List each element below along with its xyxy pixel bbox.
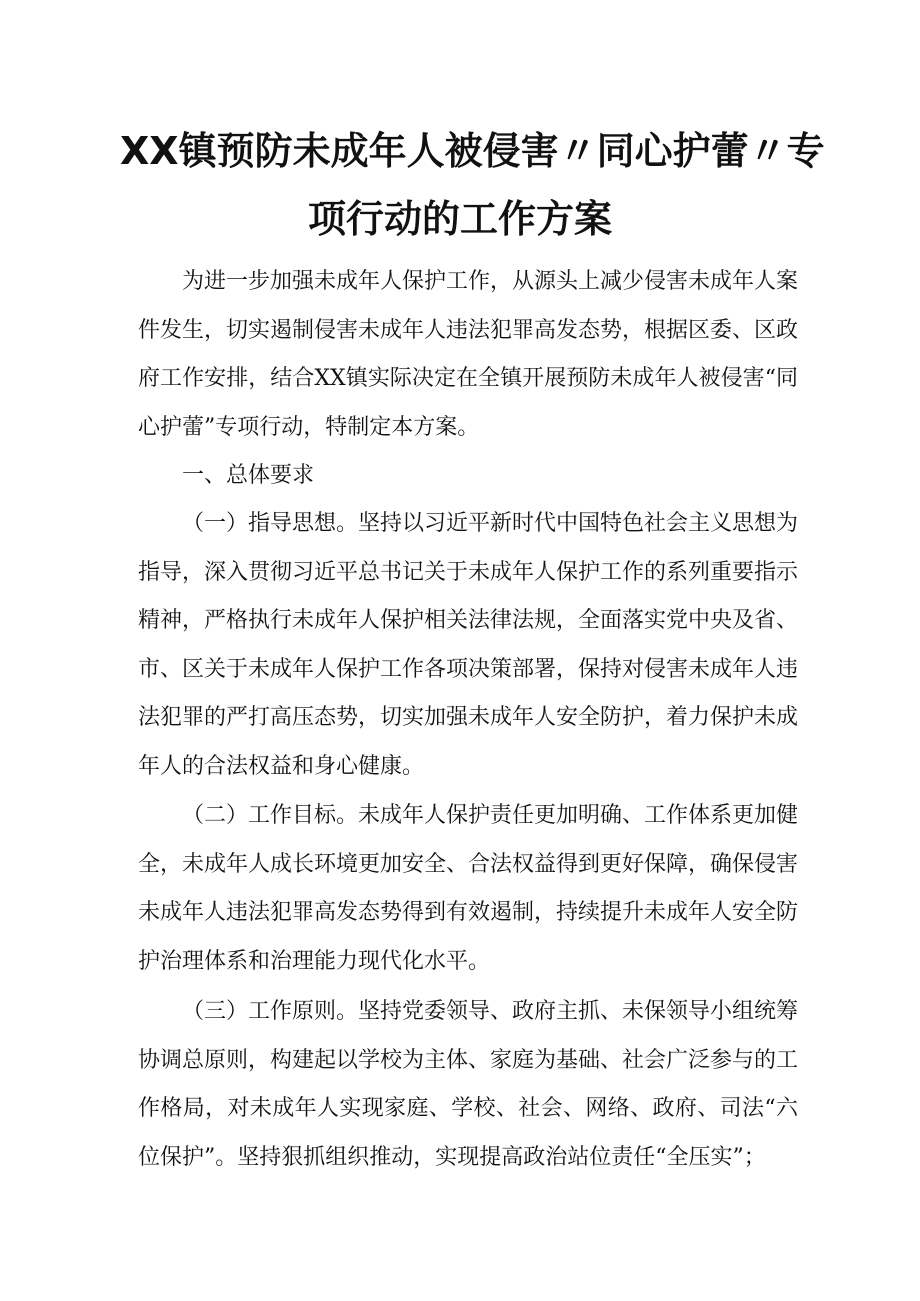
work-goals-paragraph [138,792,798,986]
intro-text: 为进一步加强未成年人保护工作，从源头上减少侵害未成年人案件发生，切实遏制侵害未成年人违法犯罪高发态势，根据区委、区政府工作安排，结合XX镇实际决定在全镇开展预防未成年人被侵害“同心护蕾”专项行动，特制定本方案。 [138,269,799,440]
document-title-line-2: 项行动的工作方案 [307,197,612,241]
section-heading-text: 一、总体要求 [182,463,315,488]
intro-paragraph [138,258,798,452]
guiding-ideology-paragraph [138,500,798,791]
section-heading [138,452,798,501]
work-principles-paragraph [138,988,798,1182]
guiding-ideology-text: （一）指导思想。坚持以习近平新时代中国特色社会主义思想为指导，深入贯彻习近平总书记关于未成年人保护工作的系列重要指示精神，严格执行未成年人保护相关法律法规，全面落实党中央及省、市、区关于未成年人保护工作各项决策部署，保持对侵害未成年人违法犯罪的严打高压态势，切实加强未成年人安全防护，着力保护未成年人的合法权益和身心健康。 [138,511,799,779]
document-title-line-1: XX镇预防未成年人被侵害〃同心护蕾〃专 [120,129,825,173]
work-principles-text: （三）工作原则。坚持党委领导、政府主抓、未保领导小组统筹协调总原则，构建起以学校为主体、家庭为基础、社会广泛参与的工作格局，对未成年人实现家庭、学校、社会、网络、政府、司法“六位保护”。坚持狠抓组织推动，实现提高政治站位责任“全压实”； [138,999,799,1170]
work-goals-text: （二）工作目标。未成年人保护责任更加明确、工作体系更加健全，未成年人成长环境更加安全、合法权益得到更好保障，确保侵害未成年人违法犯罪高发态势得到有效遏制，持续提升未成年人安全防护治理体系和治理能力现代化水平。 [138,803,799,974]
